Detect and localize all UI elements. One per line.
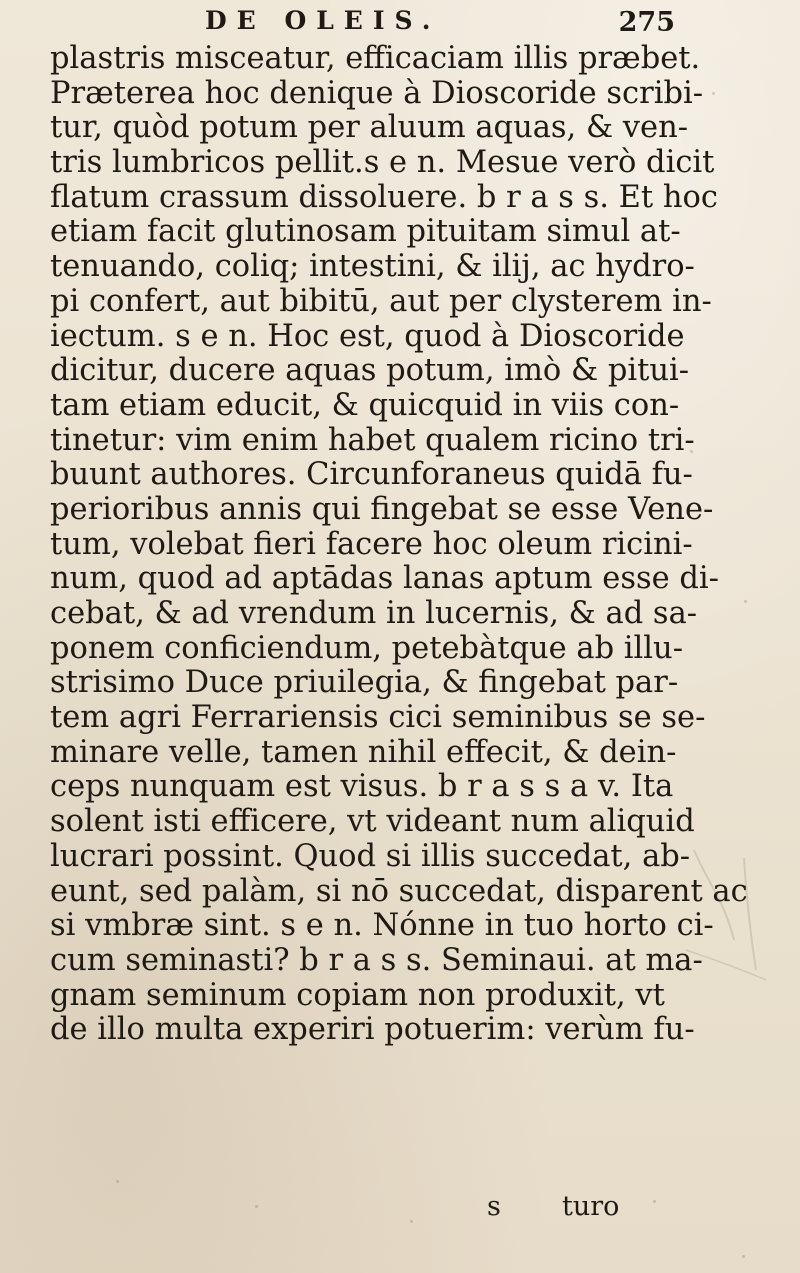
text-line: tem agri Ferrariensis cici seminibus se se-	[50, 700, 706, 736]
text-line: tinetur: vim enim habet qualem ricino tri-	[50, 422, 695, 458]
text-line: iectum. s e n. Hoc est, quod à Dioscoride	[50, 318, 685, 354]
text-line: pi confert, aut bibitū, aut per clysterem in-	[50, 283, 712, 319]
page-header	[205, 6, 675, 46]
text-line: cebat, & ad vrendum in lucernis, & ad sa-	[50, 596, 698, 631]
text-line: minare velle, tamen nihil effecit, & dein-	[50, 734, 677, 770]
text-line: tam etiam educit, & quicquid in viis con-	[50, 387, 680, 423]
text-line: si vmbræ sint. s e n. Nónne in tuo horto ci-	[50, 908, 714, 944]
page-number: 275	[618, 7, 675, 38]
text-line: gnam seminum copiam non produxit, vt	[50, 977, 665, 1013]
paper-speck	[712, 92, 715, 95]
text-line: plastris misceatur, efficaciam illis præbet.	[50, 41, 701, 76]
text-line: etiam facit glutinosam pituitam simul at-	[50, 214, 681, 250]
paper-speck	[742, 1255, 745, 1258]
text-line: eunt, sed palàm, si nō succedat, disparent ac	[50, 873, 748, 909]
body-text	[50, 41, 748, 1048]
text-line: lucrari possint. Quod si illis succedat, ab-	[50, 838, 691, 874]
running-head: DE OLEIS.	[205, 6, 441, 35]
text-line: tum, volebat fieri facere hoc oleum ricini-	[50, 526, 693, 562]
text-line: buunt authores. Circunforaneus quidā fu-	[50, 457, 693, 493]
paper-speck	[653, 1200, 656, 1203]
paper-speck	[410, 1220, 413, 1223]
signature-mark: s	[487, 1191, 501, 1222]
text-line: cum seminasti? b r a s s. Seminaui. at ma-	[50, 942, 703, 978]
text-line: de illo multa experiri potuerim: verùm fu-	[50, 1012, 695, 1048]
text-line: ceps nunquam est visus. b r a s s a v. Ita	[50, 769, 674, 805]
paper-speck	[255, 1205, 258, 1208]
text-line: solent isti efficere, vt videant num aliquid	[50, 804, 695, 840]
catchword-line	[487, 1191, 620, 1227]
text-line: tur, quòd potum per aluum aquas, & ven-	[50, 110, 689, 146]
paper-speck	[116, 1180, 119, 1183]
text-line: dicitur, ducere aquas potum, imò & pitui-	[50, 353, 690, 389]
text-line: tris lumbricos pellit.s e n. Mesue verò dicit	[50, 145, 715, 181]
text-line: flatum crassum dissoluere. b r a s s. Et hoc	[50, 179, 718, 215]
text-line: ponem conficiendum, petebàtque ab illu-	[50, 630, 684, 666]
text-line: strisimo Duce priuilegia, & fingebat par-	[50, 665, 679, 701]
paper-speck	[744, 600, 747, 603]
text-line: tenuando, coliq; intestini, & ilij, ac hydro-	[50, 249, 695, 285]
catchword: turo	[562, 1191, 620, 1222]
text-line: perioribus annis qui fingebat se esse Vene-	[50, 491, 714, 527]
text-line: Præterea hoc denique à Dioscoride scribi-	[50, 75, 704, 111]
text-line: num, quod ad aptādas lanas aptum esse di-	[50, 561, 719, 597]
